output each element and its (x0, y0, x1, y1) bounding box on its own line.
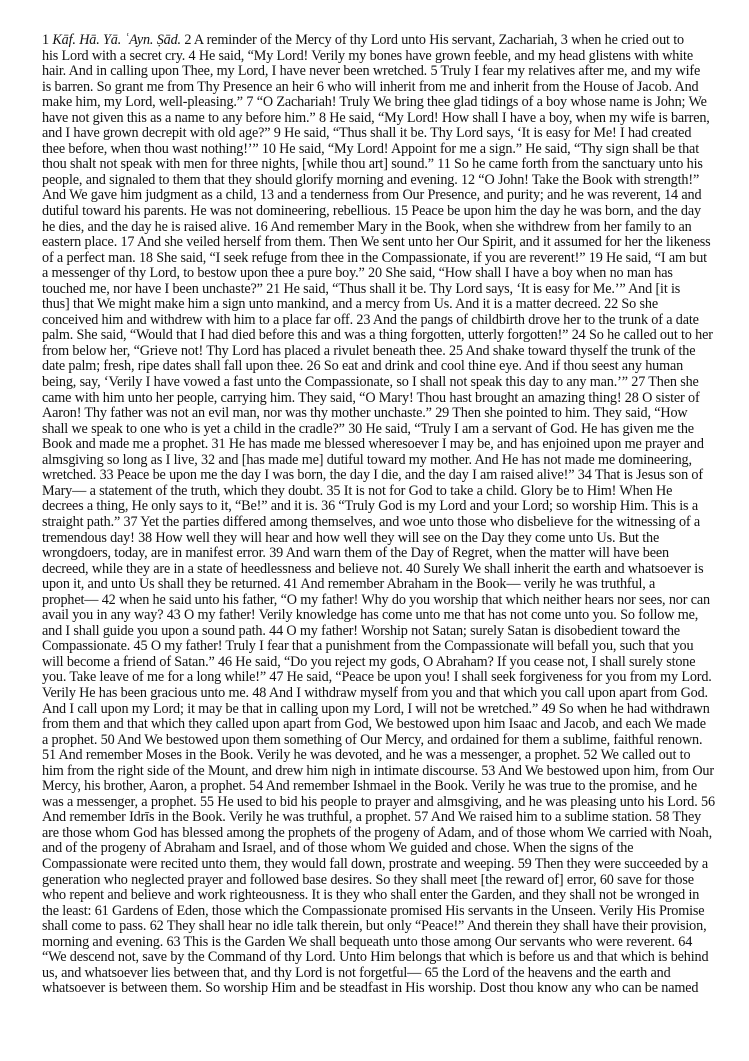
text-line: avail you in any way? 43 O my father! Verily knowledge has come unto me that has not come unto you. So follow me, (42, 607, 699, 624)
text-line: Mercy, his brother, Aaron, a prophet. 54 And remember Ishmael in the Book. Verily he was true to the promise, and he (42, 778, 697, 795)
text-line: shall we speak to one who is yet a child in the cradle?” 30 He said, “Truly I am a servant of God. He has given me the (42, 420, 694, 437)
text-line: “We descend not, save by the Command of thy Lord. Unto Him belongs that which is before us and that which is behind (42, 949, 709, 966)
text-line: Compassionate. 45 O my father! Truly I fear that a punishment from the Compassionate will befall you, such that you (42, 638, 694, 655)
text-line: and I have grown decrepit with old age?” 9 He said, “Thus shall it be. Thy Lord says, ‘It is easy for Me! I had created (42, 125, 692, 142)
text-line: prophet— 42 when he said unto his father, “O my father! Why do you worship that which neither hears nor sees, nor can (42, 591, 710, 608)
text-line: decrees a thing, He only says to it, “Be!” and it is. 36 “Truly God is my Lord and your Lord; so worship Him. This is a (42, 498, 698, 515)
text-line: was a messenger, a prophet. 55 He used to bid his people to prayer and almsgiving, and he was pleasing unto his Lord. 56 (42, 793, 715, 810)
text-line: a prophet. 50 And We bestowed upon them something of Our Mercy, and ordained for them a sublime, faithful renown. (42, 731, 703, 748)
text-line: eastern place. 17 And she veiled herself from them. Then We sent unto her Our Spirit, and it assumed for her the likeness (42, 234, 711, 251)
text-line: you. Take leave of me for a long while!” 47 He said, “Peace be upon you! I shall seek forgiveness for you from my Lord. (42, 669, 712, 686)
text-line: is barren. So grant me from Thy Presence an heir 6 who will inherit from me and inherit from the House of Jacob. And (42, 78, 699, 95)
text-line: touched me, nor have I been unchaste?” 21 He said, “Thus shall it be. Thy Lord says, ‘It is easy for Me.’” And [it is (42, 280, 681, 297)
document-page (42, 33, 732, 997)
text-line: a messenger of thy Lord, to bestow upon thee a pure boy.” 20 She said, “How shall I have a boy when no man has (42, 265, 673, 282)
text-line: people, and signaled to them that they should glorify morning and evening. 12 “O John! Take the Book with strength!” (42, 171, 700, 188)
text-line: straight path.” 37 Yet the parties differed among themselves, and woe unto those who disbelieve for the witnessing of a (42, 513, 701, 530)
text-line: are those whom God has blessed among the prophets of the progeny of Adam, and of those whom We carried with Noah, (42, 824, 712, 841)
text-line: and I shall guide you upon a sound path. 44 O my father! Worship not Satan; surely Satan is disobedient toward the (42, 622, 680, 639)
text-line: 51 And remember Moses in the Book. Verily he was devoted, and he was a messenger, a prophet. 52 We called out to (42, 747, 691, 764)
verse-number: 1 (42, 32, 49, 48)
text-line: of a perfect man. 18 She said, “I seek refuge from thee in the Compassionate, if you are reverent!” 19 He said, “I am but (42, 249, 707, 266)
text-line: make him, my Lord, well-pleasing.” 7 “O Zachariah! Truly We bring thee glad tidings of a boy whose name is John; We (42, 94, 707, 111)
text-line: have not given this as a name to any before him.” 8 He said, “My Lord! How shall I have a boy, when my wife is barren, (42, 109, 710, 126)
text-line: Book and made me a prophet. 31 He has made me blessed wheresoever I may be, and has enjoined upon me prayer and (42, 436, 704, 453)
text-line: morning and evening. 63 This is the Garden We shall bequeath unto those among Our servants who were reverent. 64 (42, 933, 693, 950)
text-line: palm. She said, “Would that I had died before this and was a thing forgotten, utterly forgotten!” 24 So he called out to her (42, 327, 713, 344)
text-line: conceived him and withdrew with him to a place far off. 23 And the pangs of childbirth drove her to the trunk of a date (42, 311, 699, 328)
opening-letters: Kāf. Hā. Yā. ʿAyn. Ṣād. (52, 32, 181, 48)
text-line: from them and that which they called upon apart from God, We bestowed upon him Isaac and Jacob, and each We made (42, 716, 706, 733)
text-line: and of the progeny of Abraham and Israel, and of those whom We guided and chose. When the signs of the (42, 840, 634, 857)
text-line: upon it, and unto Us shall they be returned. 41 And remember Abraham in the Book— verily he was truthful, a (42, 576, 656, 593)
text-line: And remember Idrīs in the Book. Verily he was truthful, a prophet. 57 And We raised him to a sublime station. 58 They (42, 809, 702, 826)
text-line: came with him unto her people, carrying him. They said, “O Mary! Thou hast brought an amazing thing! 28 O sister of (42, 389, 700, 406)
text-line: Mary— a statement of the truth, which they doubt. 35 It is not for God to take a child. Glory be to Him! When He (42, 482, 673, 499)
text-line: us, and whatsoever lies between that, and thy Lord is not forgetful— 65 the Lord of the heavens and the earth and (42, 964, 671, 981)
text-line: being, say, ‘Verily I have vowed a fast unto the Compassionate, so I shall not speak this day to any man.’” 27 Then she (42, 374, 699, 391)
text-line: Aaron! Thy father was not an evil man, nor was thy mother unchaste.” 29 Then she pointed to him. They said, “How (42, 405, 688, 422)
text-line: generation who neglected prayer and followed base desires. So they shall meet [the reward of] error, 60 save for those (42, 871, 694, 888)
text-segment: 2 A reminder of the Mercy of thy Lord unto His servant, Zachariah, 3 when he cried out to (180, 32, 684, 48)
text-line: dutiful toward his parents. He was not domineering, rebellious. 15 Peace be upon him the day he was born, and the day (42, 203, 701, 220)
text-body (42, 49, 732, 997)
text-line: Compassionate were recited unto them, they would fall down, prostrate and weeping. 59 Then they were succeeded by a (42, 855, 709, 872)
text-line: And I call upon my Lord; it may be that in calling upon my Lord, I will not be wretched.” 49 So when he had withdrawn (42, 700, 710, 717)
text-line: thee before, when thou wast nothing!’” 10 He said, “My Lord! Appoint for me a sign.” He said, “Thy sign shall be that (42, 140, 699, 157)
text-line: will become a friend of Satan.” 46 He said, “Do you reject my gods, O Abraham? If you cease not, I shall surely stone (42, 653, 696, 670)
text-line: who repent and believe and work righteousness. It is they who shall enter the Garden, and they shall not be wronged in (42, 887, 700, 904)
text-line: tremendous day! 38 How well they will hear and how well they will see on the Day they come unto Us. But the (42, 529, 660, 546)
text-line: And We gave him judgment as a child, 13 and a tenderness from Our Presence, and purity; and he was reverent, 14 and (42, 187, 702, 204)
text-line: thus] that We might make him a sign unto mankind, and a mercy from Us. And it is a matter decreed. 22 So she (42, 296, 658, 313)
text-line: hair. And in calling upon Thee, my Lord, I have never been wretched. 5 Truly I fear my relatives after me, and my wife (42, 63, 701, 80)
text-line: almsgiving so long as I live, 32 and [has made me] dutiful toward my mother. And He has not made me domineering, (42, 451, 692, 468)
text-line: wrongdoers, today, are in manifest error. 39 And warn them of the Day of Regret, when the matter will have been (42, 545, 669, 562)
text-line: Verily He has been gracious unto me. 48 And I withdraw myself from you and that which you call upon apart from God. (42, 684, 708, 701)
text-line: wretched. 33 Peace be upon me the day I was born, the day I die, and the day I am raised alive!” 34 That is Jesus son of (42, 467, 703, 484)
text-line: shall come to pass. 62 They shall hear no idle talk therein, but only “Peace!” And therein they shall have their provision, (42, 918, 707, 935)
text-line: from below her, “Grieve not! Thy Lord has placed a rivulet beneath thee. 25 And shake toward thyself the trunk of the (42, 342, 696, 359)
text-line: his Lord with a secret cry. 4 He said, “My Lord! Verily my bones have grown feeble, and my head glistens with white (42, 47, 693, 64)
text-line (42, 33, 732, 49)
text-line: he dies, and the day he is raised alive. 16 And remember Mary in the Book, when she withdrew from her family to an (42, 218, 692, 235)
text-line: whatsoever is between them. So worship Him and be steadfast in His worship. Dost thou know any who can be named (42, 980, 699, 997)
text-line: decreed, while they are in a state of heedlessness and believe not. 40 Surely We shall inherit the earth and whatsoever is (42, 560, 704, 577)
text-line: thou shalt not speak with men for three nights, [while thou art] sound.” 11 So he came forth from the sanctuary unto his (42, 156, 703, 173)
text-line: the least: 61 Gardens of Eden, those which the Compassionate promised His servants in the Unseen. Verily His Promise (42, 902, 705, 919)
text-line: him from the right side of the Mount, and drew him nigh in intimate discourse. 53 And We bestowed upon him, from Our (42, 762, 714, 779)
text-line: date palm; fresh, ripe dates shall fall upon thee. 26 So eat and drink and cool thine eye. And if thou seest any human (42, 358, 684, 375)
